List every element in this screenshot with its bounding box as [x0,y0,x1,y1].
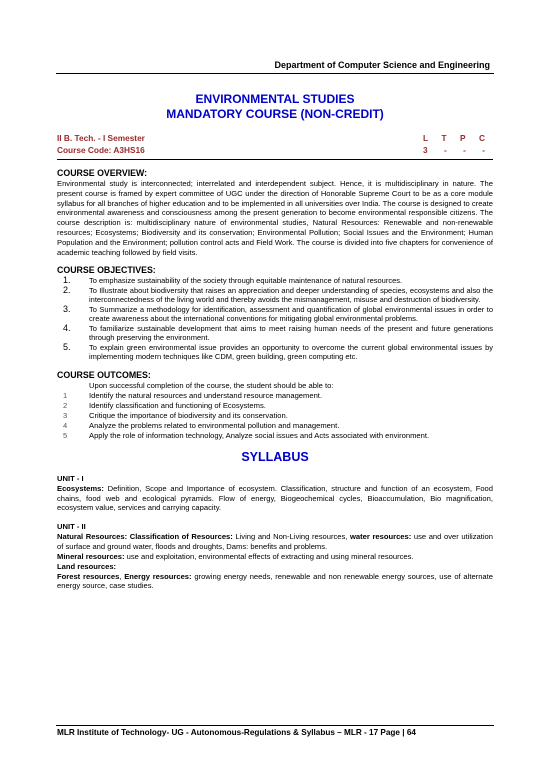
energy-body: growing energy needs, renewable and non renewable energy sources, use of alternate energy source, case studies. [57,571,493,591]
ltpc-label-c: C [478,133,485,143]
ltpc-label-l: L [423,133,429,143]
footer-rule [56,725,494,726]
objectives-heading: COURSE OBJECTIVES: [57,265,156,276]
course-title-line1: ENVIRONMENTAL STUDIES [195,92,355,106]
ltpc-value-t: - [443,145,447,155]
outcome-item [57,411,493,421]
objective-number: 2. [63,284,71,295]
unit1-lead: Ecosystems: [57,483,104,493]
ltpc-label-p: P [460,133,466,143]
ltpc-labels [423,132,493,144]
objective-number: 3. [63,303,71,314]
forest-sep: , [119,571,125,581]
forest-lead: Forest resources [57,571,120,581]
unit2-water-lead: water resources: [350,532,412,542]
outcome-text: Critique the importance of biodiversity and its conservation. [89,410,288,420]
outcome-item [57,421,493,431]
objective-item [57,276,493,286]
mineral-lead: Mineral resources: [57,551,125,561]
objective-item [57,286,493,305]
objective-text: To Summarize a methodology for identification, assessment and quantification of global environmental issues in order to create awareness about the international conventions for mitigating global environmental problems. [89,304,493,324]
overview-heading: COURSE OVERVIEW: [57,168,148,178]
page-footer: MLR Institute of Technology- UG - Autonomous-Regulations & Syllabus – MLR - 17 Page | 64 [57,728,416,737]
unit2-lead: Natural Resources: Classification of Resources: [57,532,233,542]
ltpc-value-c: - [482,145,485,155]
outcome-item [57,431,493,441]
outcome-text: Analyze the problems related to environmental pollution and management. [89,420,340,430]
header-rule [56,73,494,74]
outcome-number: 1 [63,390,68,400]
objective-number: 4. [63,322,71,333]
outcome-item [57,391,493,401]
objective-text: To Illustrate about biodiversity that raises an appreciation and deeper understanding of species, ecosystems and also the interconnectedness of the living world and thereby avoids the mismanagement, misuse and destruction of biodiversity. [89,285,493,305]
forest-energy-text [57,572,493,592]
objective-number: 5. [63,341,71,352]
overview-text: Environmental study is interconnected; interrelated and interdependent subject. Hence, it is multidisciplinary in nature. The present course is framed by expert committee of UGC under the direction of Honorable Supreme Court to be as a core module syllabus for all branches of higher education and to be implemented in all universities over India. The course is designed to create environmental awareness and consciousness among the present generation to become environmental responsible citizens. The course description is: multidisciplinary nature of environmental studies, Natural Resources: Renewable and non-renewable resources; Ecosystems; Biodiversity and its conservation; Environmental Pollution; Social Issues and the Environment; Human Population and the Environment; pollution control acts and Field Work. The course is divided into five chapters for convenience of academic teaching followed by field visits. [57,179,493,257]
meta-rule [57,159,493,160]
course-code: Course Code: A3HS16 [57,145,145,155]
outcome-number: 3 [63,410,68,420]
objective-item [57,343,493,362]
outcomes-heading: COURSE OUTCOMES: [57,369,151,380]
ltpc-value-p: - [463,145,466,155]
outcome-text: Identify classification and functioning of Ecosystems. [89,400,266,410]
objective-number: 1. [63,275,71,286]
page-content [57,92,493,591]
unit1-body: Definition, Scope and Importance of ecosystem. Classification, structure and function of an ecosystem, Food chains, food web and ecological pyramids. Flow of energy, Biogeochemical cycles, Bioaccumulation, Bio magnification, ecosystem value, services and carrying capacity. [57,483,493,513]
objective-item [57,324,493,343]
unit2-text [57,532,493,552]
syllabus-heading: SYLLABUS [241,449,309,464]
unit1-text [57,484,493,513]
objective-text: To familiarize sustainable development that aims to meet raising human needs of the present and future generations through preserving the environment. [89,323,493,343]
ltpc-values [423,144,493,156]
outcome-number: 2 [63,400,68,410]
outcomes-list [57,391,493,441]
objective-item [57,305,493,324]
course-title [57,92,493,122]
course-title-line2: MANDATORY COURSE (NON-CREDIT) [166,107,384,121]
objective-text: To emphasize sustainability of the society through equitable maintenance of natural resources. [89,276,403,286]
department-header: Department of Computer Science and Engineering [274,60,490,70]
outcome-text: Apply the role of information technology, Analyze social issues and Acts associated with environment. [89,430,430,440]
mineral-body: use and exploitation, environmental effects of extracting and using mineral resources. [124,551,414,561]
ltpc-value-l: 3 [423,145,428,155]
outcome-number: 4 [63,420,68,430]
land-resources-lead: Land resources: [57,561,117,571]
course-meta [57,132,493,156]
unit2-body-b: use and over utilization of surface and ground water, floods and droughts, Dams: benefits and problems. [57,532,493,552]
outcome-text: Identify the natural resources and understand resource management. [89,390,323,400]
outcome-number: 5 [63,430,68,440]
ltpc-label-t: T [441,133,447,143]
mineral-text [57,552,493,562]
outcome-item [57,401,493,411]
outcomes-intro: Upon successful completion of the course, the student should be able to: [89,380,334,390]
unit2-label: UNIT - II [57,522,86,532]
unit2-body-a: Living and Non-Living resources, [232,532,351,542]
unit1-label: UNIT - I [57,473,84,483]
objectives-list [57,276,493,362]
semester-label: II B. Tech. - I Semester [57,133,145,143]
objective-text: To explain green environmental issue provides an opportunity to overcome the current global environmental issues by implementing modern techniques like CDM, green building, green computing etc. [89,342,493,362]
energy-lead: Energy resources: [124,571,192,581]
